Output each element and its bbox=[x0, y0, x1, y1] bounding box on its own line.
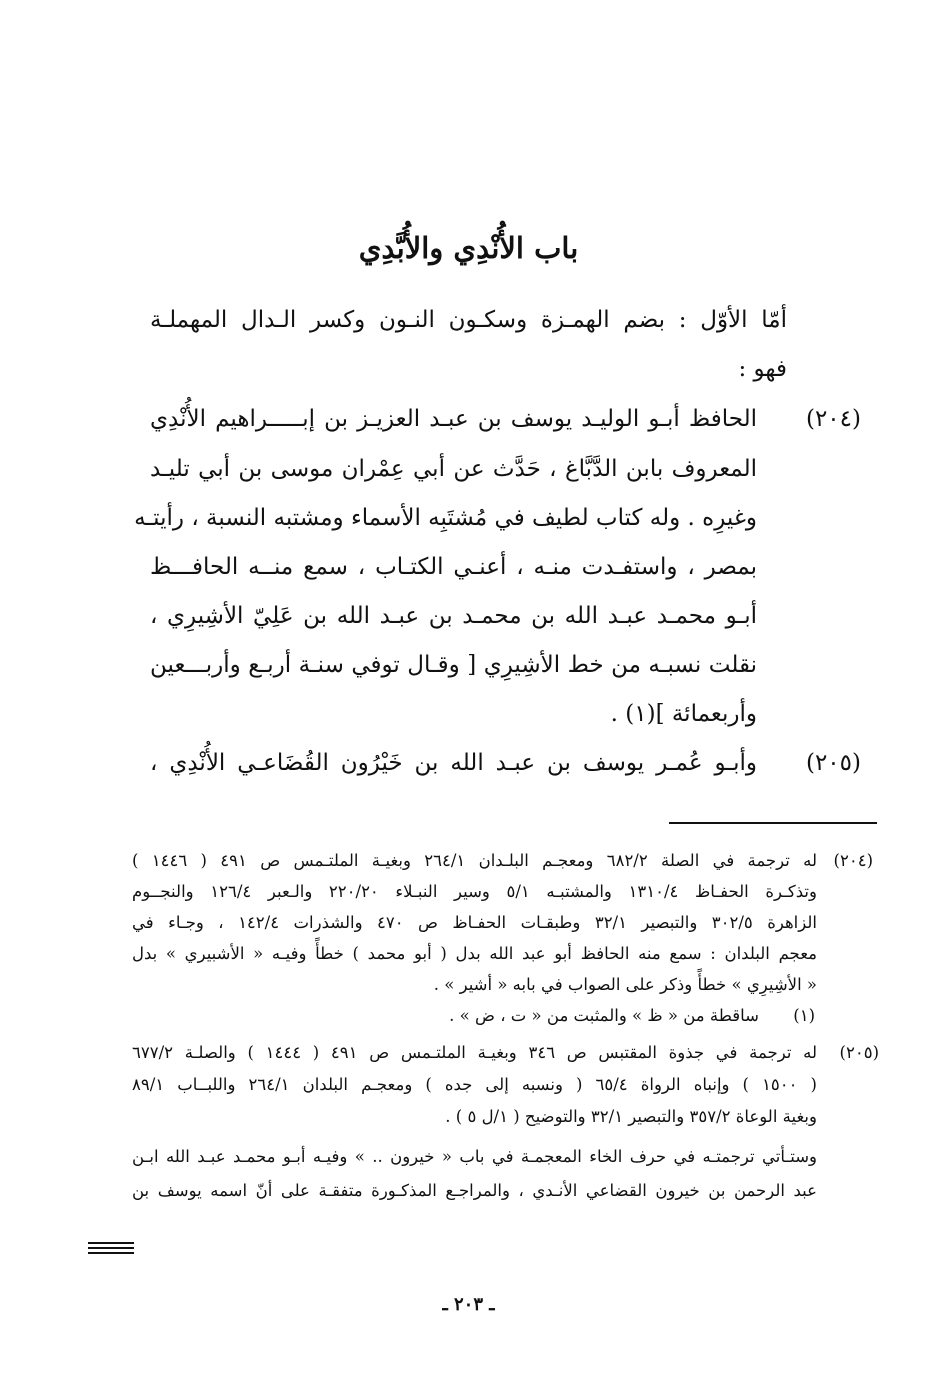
footnote-divider bbox=[669, 822, 877, 824]
entry-number-204: (٢٠٤) bbox=[805, 406, 861, 432]
footnote-ref-204: (٢٠٤) bbox=[833, 851, 873, 870]
footnote-205-line-5: عبد الرحمن بن خيرون القضاعي الأنـدي ، والمراجـع المذكـورة متفقـة على أنّ اسمه يوسف بن bbox=[132, 1181, 817, 1200]
footnote-204-line-1: له ترجمة في الصلة ٦٨٢/٢ ومعجـم البلـدان ٢٦٤/١ وبغيـة الملتـمس ص ٤٩١ ( ١٤٤٦ ) bbox=[132, 851, 818, 870]
page-title: باب الأُنْدِي والأُبَّدِي bbox=[358, 231, 579, 265]
continuation-mark bbox=[88, 1240, 134, 1254]
intro-line-2: فهو : bbox=[738, 356, 787, 382]
entry-number-205: (٢٠٥) bbox=[805, 750, 861, 776]
footnote-204-line-3: الزاهرة ٣٠٢/٥ والتبصير ٣٢/١ وطبقـات الحفـاظ ص ٤٧٠ والشذرات ١٤٢/٤ ، وجـاء في bbox=[132, 913, 817, 932]
page-number: ـ ٢٠٣ ـ bbox=[442, 1294, 495, 1315]
entry-204-line-7: وأربعمائة ](١) . bbox=[610, 701, 757, 727]
footnote-205-line-1: له ترجمة في جذوة المقتبس ص ٣٤٦ وبغيـة الملتـمس ص ٤٩١ ( ١٤٤٤ ) والصلـة ٦٧٧/٢ bbox=[132, 1043, 818, 1062]
footnote-204-line-4: معجم البلدان : سمع منه الحافظ أبو عبد الله بدل ( أبو محمد ) خطأً وفيـه « الأشبيري » بدل bbox=[132, 944, 817, 963]
footnote-205-line-2: ( ١٥٠٠ ) وإنباه الرواة ٦٥/٤ ( ونسبه إلى جده ) ومعجـم البلدان ٢٦٤/١ واللبــاب ٨٩/١ bbox=[132, 1075, 817, 1094]
footnote-205-line-3: وبغية الوعاة ٣٥٧/٢ والتبصير ٣٢/١ والتوضيح ( ١/ل ٥ ) . bbox=[445, 1107, 817, 1126]
entry-204-line-2: المعروف بابن الدَّبَّاغ ، حَدَّث عن أبي عِمْران موسى بن أبي تليـد bbox=[150, 456, 757, 482]
footnote-204-line-5: « الأشِيرِي » خطأً وذكر على الصواب في بابه « أشير » . bbox=[433, 975, 817, 994]
intro-line-1: أمّا الأوّل : بضم الهمـزة وسكـون النـون وكسر الـدال المهملـة bbox=[150, 307, 787, 333]
footnote-205-line-4: وستـأتي ترجمتـه في حرف الخاء المعجمـة في باب « خيرون .. » وفيـه أبـو محمـد عبـد الله ابـن bbox=[132, 1147, 817, 1166]
entry-204-line-6: نقلت نسبـه من خط الأشِيرِي [ وقـال توفي سنـة أربـع وأربـــعين bbox=[150, 652, 757, 678]
footnote-204-line-2: وتذكـرة الحفـاظ ١٣١٠/٤ والمشتبـه ٥/١ وسير النبـلاء ٢٢٠/٢٠ والـعبر ١٢٦/٤ والنجــوم bbox=[132, 882, 817, 901]
entry-204-line-1: الحافظ أبـو الوليـد يوسف بن عبـد العزيـز بن إبـــــراهيم الأُنْدِي bbox=[150, 406, 757, 432]
entry-204-line-3: وغيرِه . وله كتاب لطيف في مُشتَبِه الأسماء ومشتبه النسبة ، رأيتـه bbox=[134, 505, 757, 531]
entry-204-line-5: أبـو محمـد عبـد الله بن محمـد بن عبـد الله بن عَلِيّ الأشِيرِي ، bbox=[150, 603, 757, 629]
entry-205-line-1: وأبـو عُمـر يوسف بن عبـد الله بن خَيْرُون القُضَاعـي الأُنْدِي ، bbox=[150, 750, 757, 776]
footnote-1-text: ساقطة من « ظ » والمثبت من « ت ، ض » . bbox=[449, 1006, 759, 1025]
footnote-ref-205: (٢٠٥) bbox=[839, 1043, 879, 1062]
entry-204-line-4: بمصر ، واستفـدت منـه ، أعنـي الكتـاب ، سمع منــه الحافـــظ bbox=[150, 554, 757, 580]
footnote-ref-1: (١) bbox=[793, 1006, 815, 1025]
